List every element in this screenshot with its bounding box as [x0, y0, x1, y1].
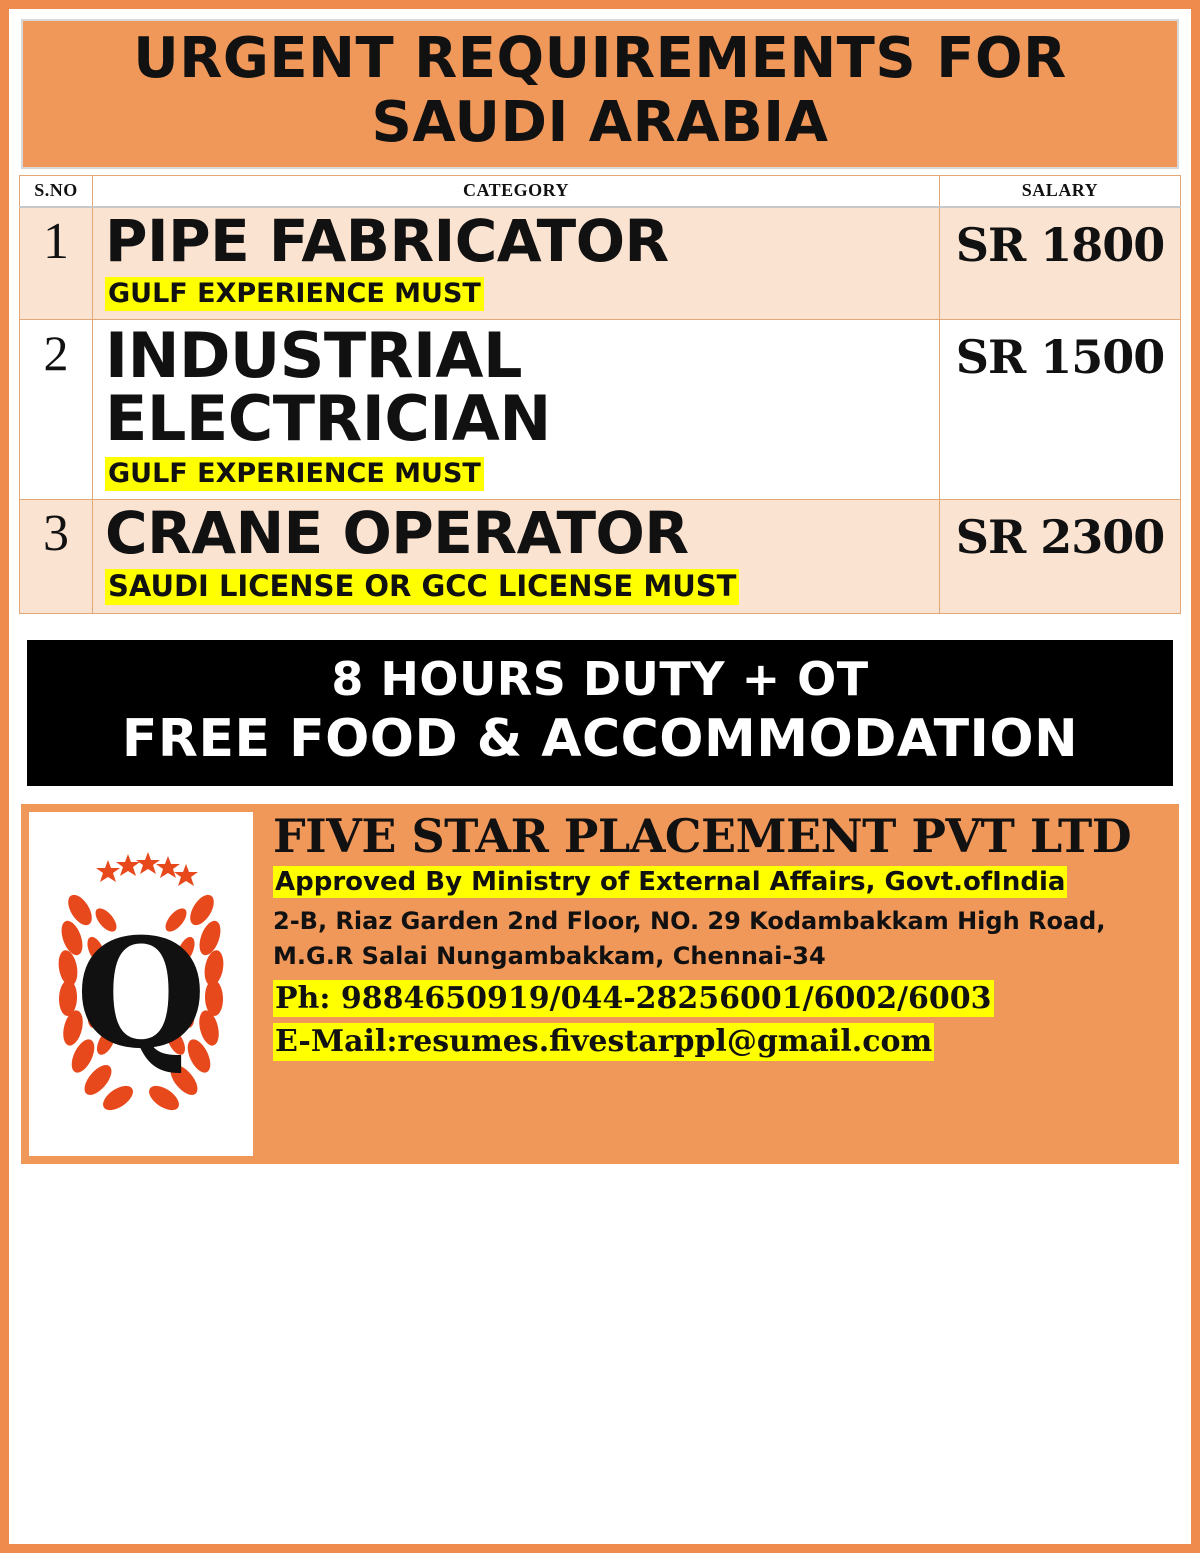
row-sno: 3 — [20, 499, 93, 614]
header-banner — [21, 19, 1179, 169]
page-title — [33, 26, 1167, 155]
table-header-row — [20, 176, 1181, 208]
row-salary: SR 1800 — [940, 207, 1181, 320]
jobs-table — [19, 175, 1181, 614]
five-star-laurel-logo-icon — [46, 834, 236, 1134]
svg-text:Q: Q — [75, 905, 207, 1082]
approval-badge: Approved By Ministry of External Affairs, Govt.ofIndia — [275, 867, 1066, 898]
job-title: INDUSTRIAL ELECTRICIAN — [105, 319, 551, 456]
job-requirement-note: GULF EXPERIENCE MUST — [105, 277, 484, 311]
benefits-banner — [27, 640, 1173, 786]
table-header — [20, 176, 1181, 208]
footer-contact-block — [21, 804, 1179, 1164]
row-category — [93, 499, 940, 614]
job-requirement-note: GULF EXPERIENCE MUST — [105, 457, 484, 491]
company-name: FIVE STAR PLACEMENT PVT LTD — [273, 808, 1132, 863]
row-salary: SR 2300 — [940, 499, 1181, 614]
company-details — [267, 808, 1171, 1156]
table-row — [20, 320, 1181, 500]
email-address[interactable]: E-Mail:resumes.fivestarppl@gmail.com — [275, 1024, 933, 1060]
benefits-line-2: FREE FOOD & ACCOMMODATION — [121, 708, 1079, 769]
address-line-1: 2-B, Riaz Garden 2nd Floor, NO. 29 Kodambakkam High Road, — [273, 907, 1106, 936]
phone-numbers[interactable]: Ph: 9884650919/044-28256001/6002/6003 — [275, 980, 992, 1016]
company-logo — [29, 812, 253, 1156]
table-body — [20, 207, 1181, 614]
column-header-salary: SALARY — [940, 176, 1181, 208]
table-row — [20, 207, 1181, 320]
address-line-2: M.G.R Salai Nungambakkam, Chennai-34 — [273, 942, 826, 971]
column-header-category: CATEGORY — [93, 176, 940, 208]
header-line-1: URGENT REQUIREMENTS FOR — [133, 26, 1067, 91]
row-salary: SR 1500 — [940, 320, 1181, 500]
header-line-2: SAUDI ARABIA — [371, 90, 829, 155]
row-category — [93, 207, 940, 320]
row-category — [93, 320, 940, 500]
row-sno: 1 — [20, 207, 93, 320]
row-sno: 2 — [20, 320, 93, 500]
column-header-sno: S.NO — [20, 176, 93, 208]
job-title: CRANE OPERATOR — [105, 498, 689, 567]
job-title: PIPE FABRICATOR — [105, 207, 669, 275]
benefits-line-1: 8 HOURS DUTY + OT — [331, 652, 869, 707]
table-row — [20, 499, 1181, 614]
job-requirement-note: SAUDI LICENSE OR GCC LICENSE MUST — [105, 569, 739, 605]
